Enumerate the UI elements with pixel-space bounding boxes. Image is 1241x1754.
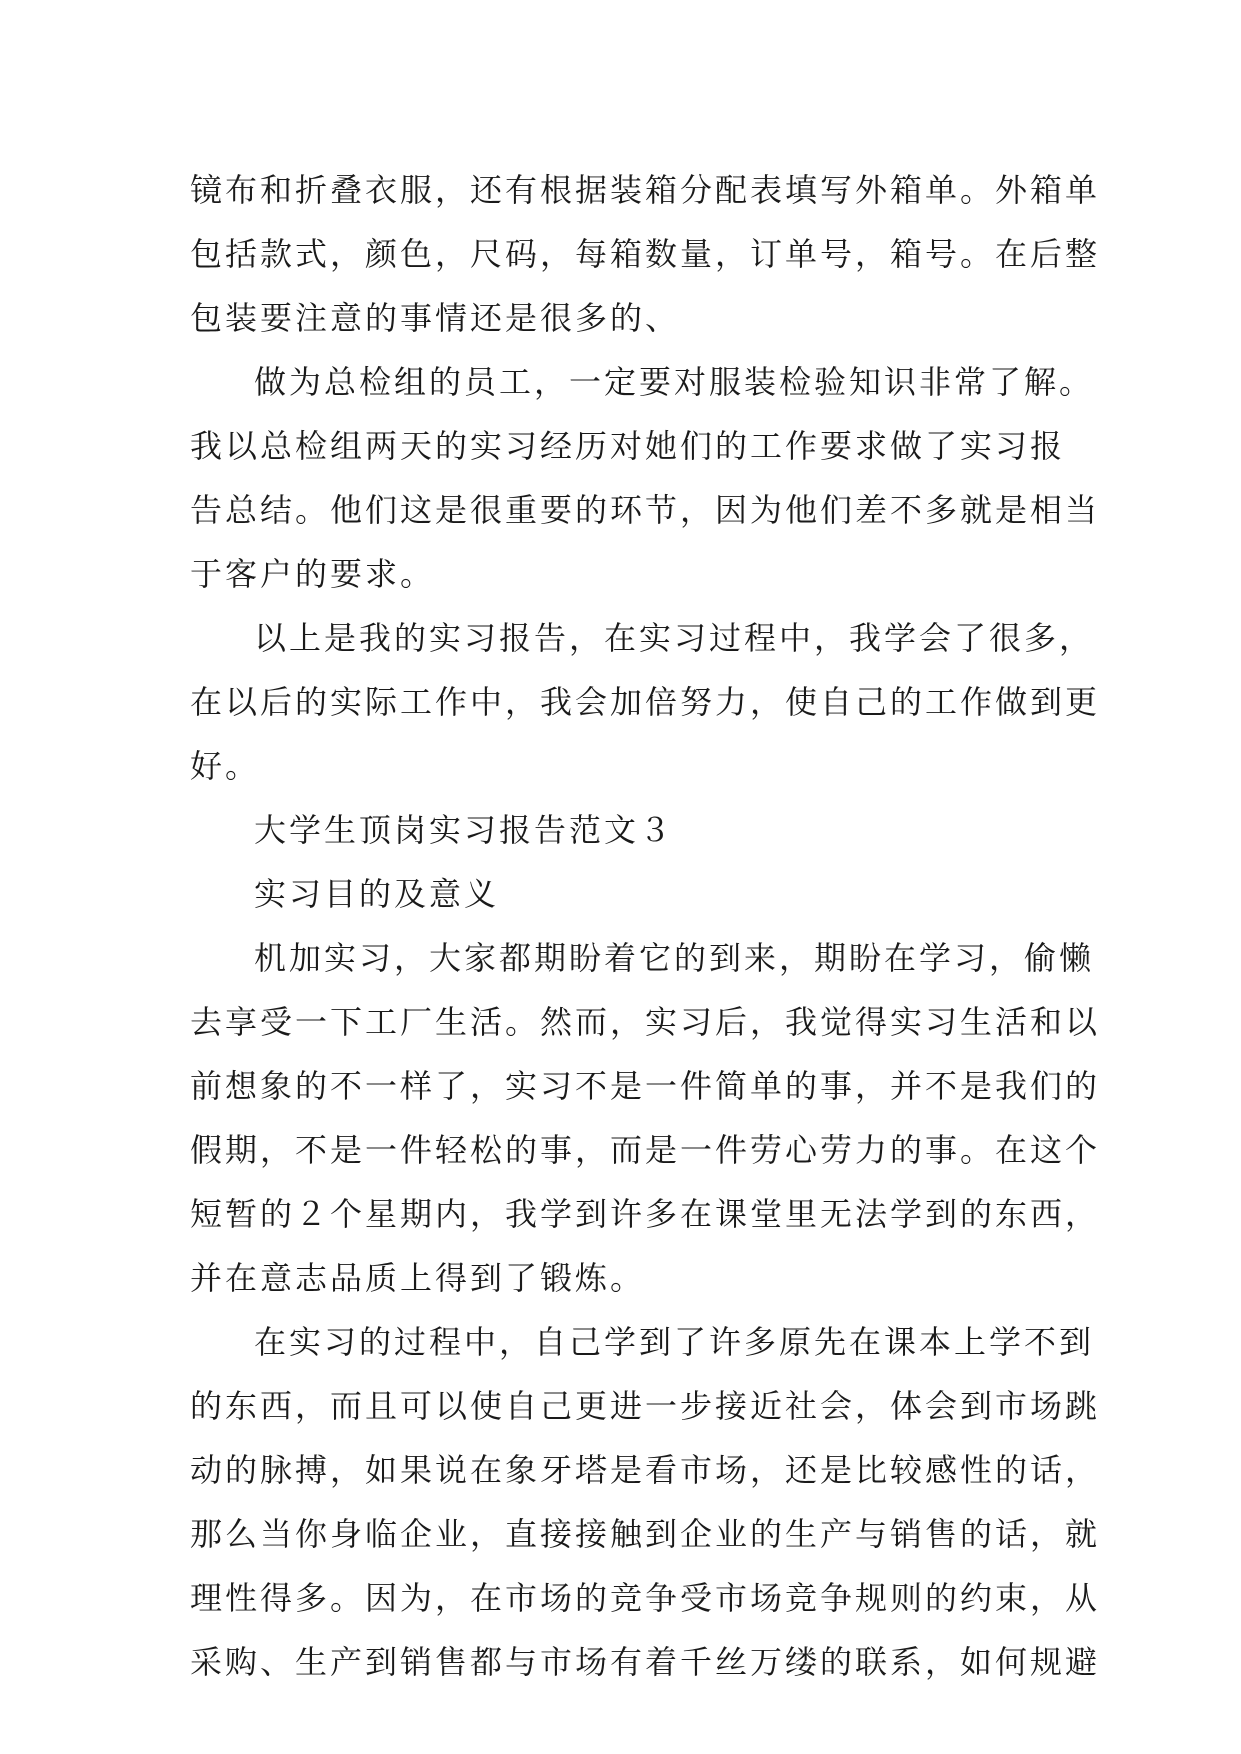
text-line: 包装要注意的事情还是很多的、 (190, 299, 681, 337)
text-line: 假期，不是一件轻松的事，而是一件劳心劳力的事。在这个 (190, 1131, 1101, 1169)
text-line: 于客户的要求。 (190, 555, 436, 593)
text-line: 告总结。他们这是很重要的环节，因为他们差不多就是相当 (190, 491, 1101, 529)
section-subheading: 实习目的及意义 (254, 875, 500, 913)
text-line: 在以后的实际工作中，我会加倍努力，使自己的工作做到更 (190, 683, 1101, 721)
text-line: 去享受一下工厂生活。然而，实习后，我觉得实习生活和以 (190, 1003, 1101, 1041)
text-line: 我以总检组两天的实习经历对她们的工作要求做了实习报 (190, 427, 1066, 465)
text-line: 机加实习，大家都期盼着它的到来，期盼在学习，偷懒 (254, 939, 1095, 977)
text-line: 的东西，而且可以使自己更进一步接近社会，体会到市场跳 (190, 1387, 1101, 1425)
text-line: 并在意志品质上得到了锻炼。 (190, 1259, 646, 1297)
text-line: 包括款式，颜色，尺码，每箱数量，订单号，箱号。在后整 (190, 235, 1101, 273)
section-heading: 大学生顶岗实习报告范文３ (254, 811, 675, 849)
document-body (190, 158, 1101, 1694)
text-line: 采购、生产到销售都与市场有着千丝万缕的联系，如何规避 (190, 1643, 1101, 1681)
text-line: 短暂的２个星期内，我学到许多在课堂里无法学到的东西， (190, 1195, 1101, 1233)
text-line: 镜布和折叠衣服，还有根据装箱分配表填写外箱单。外箱单 (190, 171, 1101, 209)
text-line: 理性得多。因为，在市场的竞争受市场竞争规则的约束，从 (190, 1579, 1101, 1617)
text-line: 做为总检组的员工，一定要对服装检验知识非常了解。 (254, 363, 1095, 401)
text-line: 前想象的不一样了，实习不是一件简单的事，并不是我们的 (190, 1067, 1101, 1105)
text-line: 那么当你身临企业，直接接触到企业的生产与销售的话，就 (190, 1515, 1101, 1553)
text-line: 以上是我的实习报告，在实习过程中，我学会了很多， (254, 619, 1095, 657)
text-line: 好。 (190, 747, 261, 785)
text-line: 动的脉搏，如果说在象牙塔是看市场，还是比较感性的话， (190, 1451, 1101, 1489)
text-line: 在实习的过程中，自己学到了许多原先在课本上学不到 (254, 1323, 1095, 1361)
